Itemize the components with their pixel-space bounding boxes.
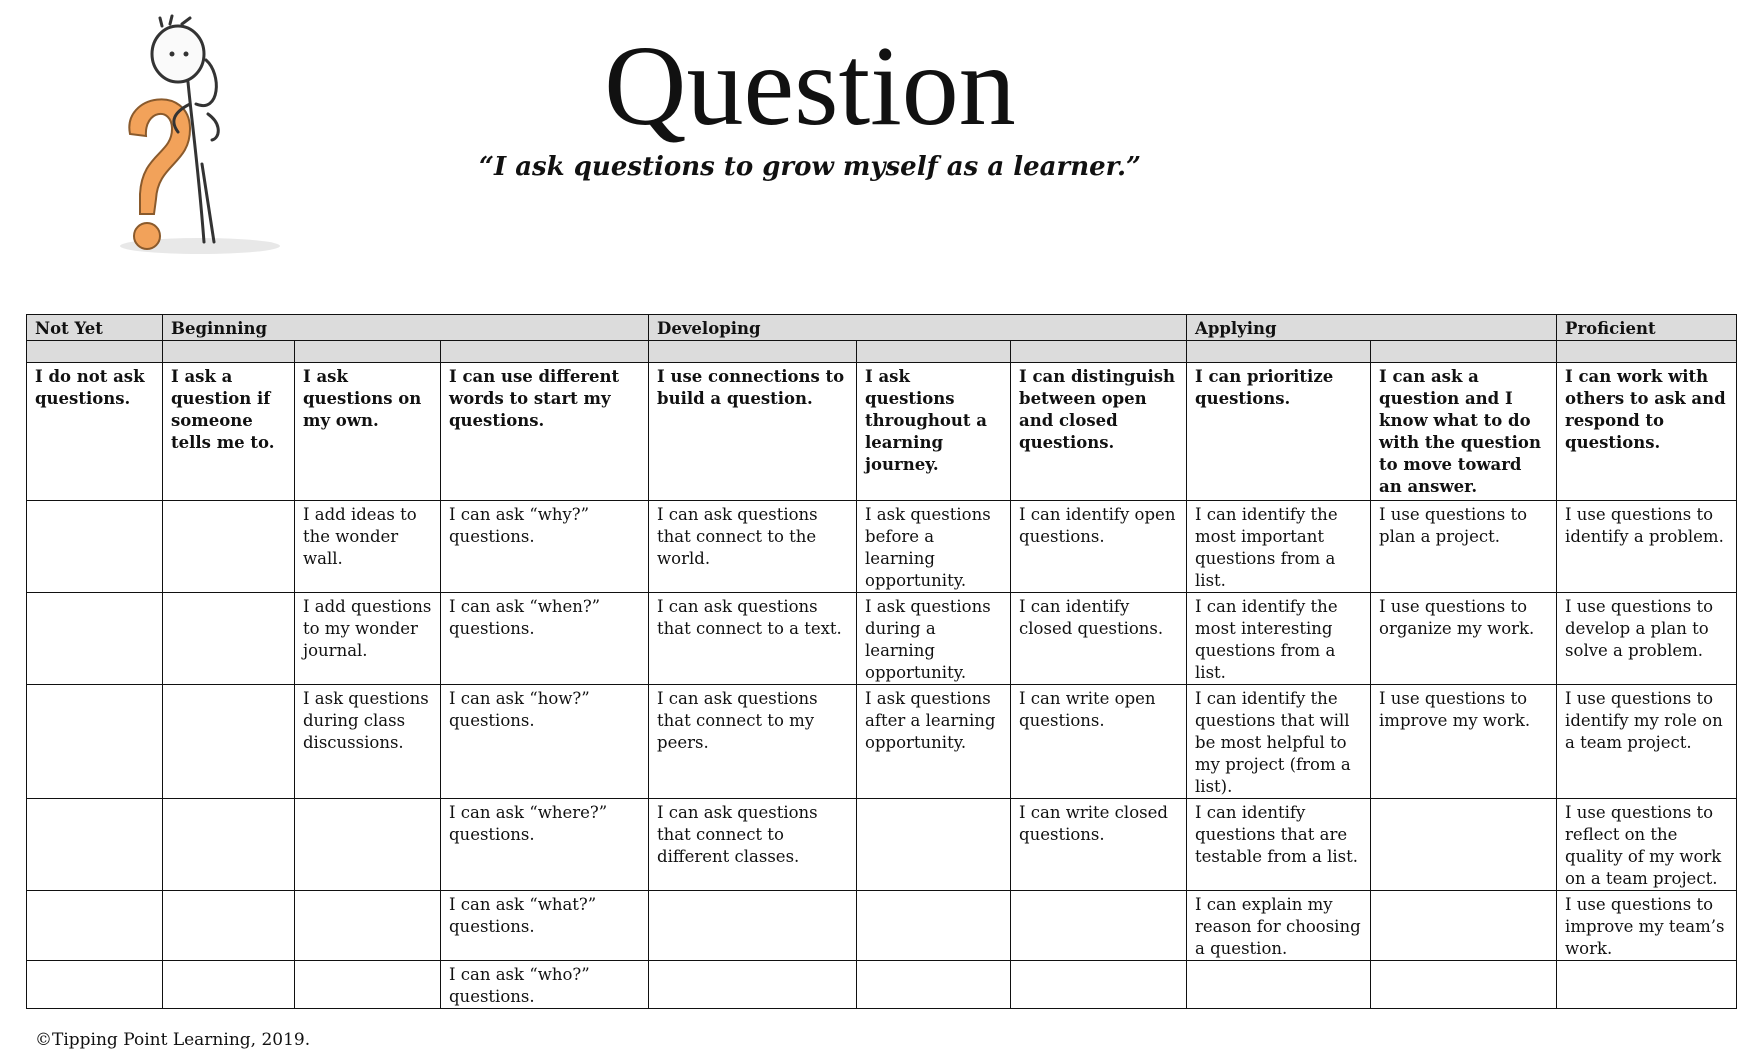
table-cell — [27, 501, 163, 593]
table-cell: I ask questions before a learning opportunity. — [857, 501, 1011, 593]
level-proficient: Proficient — [1557, 315, 1737, 341]
table-cell: I can identify closed questions. — [1011, 593, 1187, 685]
table-cell: I use questions to reflect on the quality of my work on a team project. — [1557, 799, 1737, 891]
table-cell — [1557, 961, 1737, 1009]
table-row — [27, 593, 1737, 685]
table-cell — [857, 891, 1011, 961]
table-row — [27, 799, 1737, 891]
copyright-footer: ©Tipping Point Learning, 2019. — [35, 1030, 311, 1050]
goal-cell: I ask questions on my own. — [295, 363, 441, 501]
goal-cell: I ask questions throughout a learning journey. — [857, 363, 1011, 501]
table-cell: I can write closed questions. — [1011, 799, 1187, 891]
goal-cell: I can distinguish between open and closed questions. — [1011, 363, 1187, 501]
table-cell — [163, 961, 295, 1009]
table-cell — [1371, 961, 1557, 1009]
table-cell: I can identify questions that are testable from a list. — [1187, 799, 1371, 891]
table-cell — [857, 799, 1011, 891]
spacer-row — [27, 341, 1737, 363]
table-cell: I can ask “where?” questions. — [441, 799, 649, 891]
table-cell: I use questions to develop a plan to solve a problem. — [1557, 593, 1737, 685]
table-cell: I can ask questions that connect to the world. — [649, 501, 857, 593]
table-cell: I can ask “how?” questions. — [441, 685, 649, 799]
goal-cell: I use connections to build a question. — [649, 363, 857, 501]
table-cell — [295, 961, 441, 1009]
table-cell: I can ask “who?” questions. — [441, 961, 649, 1009]
table-cell — [857, 961, 1011, 1009]
table-cell — [649, 891, 857, 961]
table-cell — [1371, 799, 1557, 891]
table-row — [27, 961, 1737, 1009]
table-cell: I can identify open questions. — [1011, 501, 1187, 593]
level-header-row — [27, 315, 1737, 341]
table-cell — [163, 685, 295, 799]
table-cell — [1011, 891, 1187, 961]
page-title: Question — [604, 22, 1016, 149]
table-cell: I can ask questions that connect to my peers. — [649, 685, 857, 799]
table-cell — [1371, 891, 1557, 961]
goal-cell: I do not ask questions. — [27, 363, 163, 501]
table-cell — [163, 799, 295, 891]
goal-cell: I can work with others to ask and respond to questions. — [1557, 363, 1737, 501]
rubric-table — [26, 314, 1737, 1009]
table-cell: I ask questions after a learning opportunity. — [857, 685, 1011, 799]
table-cell: I can ask “what?” questions. — [441, 891, 649, 961]
table-cell — [163, 891, 295, 961]
table-cell — [27, 961, 163, 1009]
table-cell: I ask questions during a learning opportunity. — [857, 593, 1011, 685]
table-cell: I can explain my reason for choosing a question. — [1187, 891, 1371, 961]
table-cell: I add ideas to the wonder wall. — [295, 501, 441, 593]
table-row — [27, 685, 1737, 799]
level-not-yet: Not Yet — [27, 315, 163, 341]
table-cell: I use questions to identify my role on a team project. — [1557, 685, 1737, 799]
table-cell: I can ask questions that connect to different classes. — [649, 799, 857, 891]
table-cell — [1187, 961, 1371, 1009]
table-row — [27, 891, 1737, 961]
table-cell — [27, 685, 163, 799]
table-cell: I use questions to improve my team’s work. — [1557, 891, 1737, 961]
table-cell — [163, 593, 295, 685]
table-cell: I can identify the most important questions from a list. — [1187, 501, 1371, 593]
table-cell: I can write open questions. — [1011, 685, 1187, 799]
table-cell: I use questions to organize my work. — [1371, 593, 1557, 685]
table-cell — [295, 891, 441, 961]
goal-row — [27, 363, 1737, 501]
level-developing: Developing — [649, 315, 1187, 341]
table-cell — [27, 799, 163, 891]
goal-cell: I can use different words to start my questions. — [441, 363, 649, 501]
table-cell: I can identify the most interesting questions from a list. — [1187, 593, 1371, 685]
table-cell — [27, 593, 163, 685]
table-cell: I use questions to improve my work. — [1371, 685, 1557, 799]
table-row — [27, 501, 1737, 593]
table-cell: I can identify the questions that will be most helpful to my project (from a list). — [1187, 685, 1371, 799]
table-cell: I use questions to plan a project. — [1371, 501, 1557, 593]
table-cell — [163, 501, 295, 593]
goal-cell: I can prioritize questions. — [1187, 363, 1371, 501]
level-beginning: Beginning — [163, 315, 649, 341]
table-cell: I can ask “when?” questions. — [441, 593, 649, 685]
table-cell — [1011, 961, 1187, 1009]
table-cell: I use questions to identify a problem. — [1557, 501, 1737, 593]
goal-cell: I can ask a question and I know what to do with the question to move toward an answer. — [1371, 363, 1557, 501]
table-cell: I can ask questions that connect to a text. — [649, 593, 857, 685]
goal-cell: I ask a question if someone tells me to. — [163, 363, 295, 501]
table-cell — [649, 961, 857, 1009]
table-cell: I add questions to my wonder journal. — [295, 593, 441, 685]
level-applying: Applying — [1187, 315, 1557, 341]
table-cell: I ask questions during class discussions. — [295, 685, 441, 799]
table-cell — [27, 891, 163, 961]
page-subtitle: “I ask questions to grow myself as a learner.” — [479, 152, 1141, 182]
table-cell: I can ask “why?” questions. — [441, 501, 649, 593]
table-cell — [295, 799, 441, 891]
